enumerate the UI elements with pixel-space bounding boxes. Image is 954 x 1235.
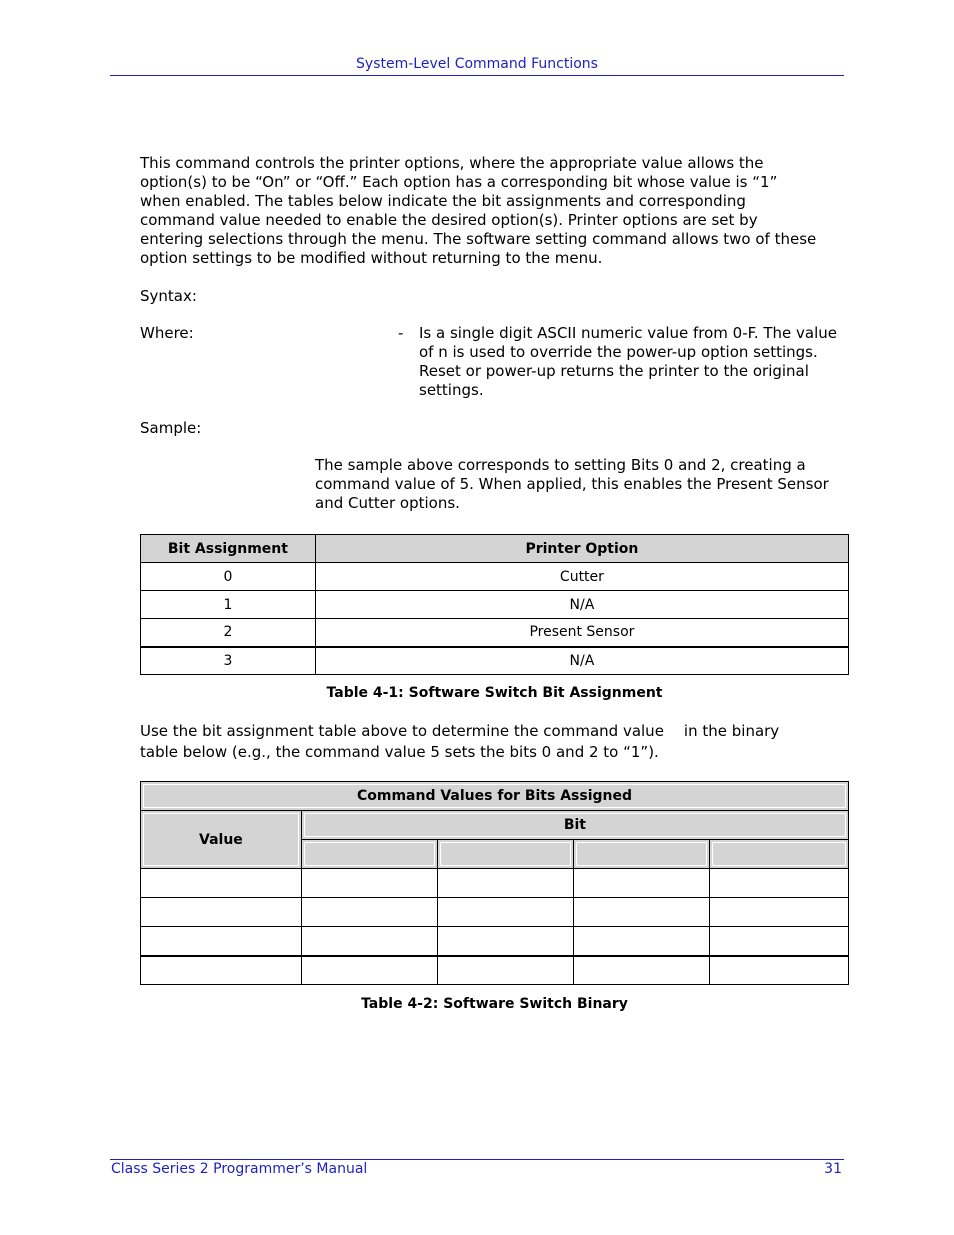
bit-cell: 0 bbox=[141, 563, 316, 591]
command-values-table bbox=[140, 781, 849, 985]
running-header: System-Level Command Functions bbox=[356, 56, 598, 72]
syntax-label: Syntax: bbox=[140, 287, 197, 305]
table-row bbox=[141, 898, 849, 927]
bit-cell bbox=[437, 956, 574, 985]
table-header-row bbox=[141, 811, 849, 840]
bit-cell bbox=[437, 927, 574, 956]
table1-caption: Table 4-1: Software Switch Bit Assignment bbox=[326, 685, 663, 701]
value-cell bbox=[141, 956, 302, 985]
bit-cell bbox=[574, 927, 710, 956]
bit-header: Bit bbox=[301, 811, 848, 840]
bit-cell bbox=[301, 869, 437, 898]
value-cell bbox=[141, 869, 302, 898]
table-row bbox=[141, 927, 849, 956]
bit-assignment-header: Bit Assignment bbox=[141, 535, 316, 563]
value-cell bbox=[141, 898, 302, 927]
where-dash: - bbox=[398, 324, 404, 342]
table2-caption: Table 4-2: Software Switch Binary bbox=[361, 996, 628, 1012]
table-row bbox=[141, 956, 849, 985]
bit-subheader-cell bbox=[437, 840, 574, 869]
bit-cell: 3 bbox=[141, 647, 316, 675]
value-header: Value bbox=[141, 811, 302, 869]
value-cell bbox=[141, 927, 302, 956]
usage-text-part2: in the binary bbox=[683, 722, 780, 740]
footer-page-number: 31 bbox=[824, 1161, 842, 1177]
where-description: Is a single digit ASCII numeric value from 0-F. The value of n is used to override the power-up option settings. Reset or power-up returns the printer to the original settings. bbox=[419, 324, 838, 399]
bit-assignment-table bbox=[140, 534, 849, 675]
command-values-title: Command Values for Bits Assigned bbox=[141, 782, 849, 811]
option-cell: N/A bbox=[315, 647, 848, 675]
option-cell: Present Sensor bbox=[315, 619, 848, 647]
bit-cell bbox=[301, 898, 437, 927]
bit-cell bbox=[710, 898, 849, 927]
bit-subheader-cell bbox=[574, 840, 710, 869]
bit-cell bbox=[710, 927, 849, 956]
option-cell: Cutter bbox=[315, 563, 848, 591]
intro-paragraph: This command controls the printer options, where the appropriate value allows the option(s) to be “On” or “Off.” Each option has a corresponding bit whose value is “1” when enabled. The tables below indicate the bit assignments and corresponding command value needed to enable the desired option(s). Printer options are set by entering selections through the menu. The software setting command allows two of these option settings to be modified without returning to the menu. bbox=[140, 154, 817, 267]
printer-option-header: Printer Option bbox=[315, 535, 848, 563]
bit-cell bbox=[574, 869, 710, 898]
bit-cell bbox=[710, 956, 849, 985]
table-title-row bbox=[141, 782, 849, 811]
bit-subheader-cell bbox=[710, 840, 849, 869]
usage-paragraph-line2: table below (e.g., the command value 5 sets the bits 0 and 2 to “1”). bbox=[140, 743, 659, 761]
bit-cell: 1 bbox=[141, 591, 316, 619]
sample-note: The sample above corresponds to setting Bits 0 and 2, creating a command value of 5. When applied, this enables the Present Sensor and Cutter options. bbox=[315, 456, 829, 512]
bit-cell bbox=[574, 898, 710, 927]
where-label: Where: bbox=[140, 324, 194, 342]
table-row bbox=[141, 619, 849, 647]
bit-cell bbox=[301, 927, 437, 956]
usage-paragraph bbox=[140, 722, 820, 741]
bit-subheader-cell bbox=[301, 840, 437, 869]
footer-rule bbox=[110, 1159, 844, 1160]
table-header-row bbox=[141, 535, 849, 563]
footer-manual-title: Class Series 2 Programmer’s Manual bbox=[111, 1161, 368, 1177]
table-row bbox=[141, 647, 849, 675]
table-row bbox=[141, 563, 849, 591]
bit-cell bbox=[301, 956, 437, 985]
bit-cell bbox=[437, 869, 574, 898]
bit-cell bbox=[437, 898, 574, 927]
sample-label: Sample: bbox=[140, 419, 202, 437]
usage-text-part1: Use the bit assignment table above to determine the command value bbox=[140, 722, 664, 740]
option-cell: N/A bbox=[315, 591, 848, 619]
bit-cell: 2 bbox=[141, 619, 316, 647]
table-row bbox=[141, 591, 849, 619]
table-row bbox=[141, 869, 849, 898]
bit-cell bbox=[710, 869, 849, 898]
bit-cell bbox=[574, 956, 710, 985]
header-rule bbox=[110, 75, 844, 76]
